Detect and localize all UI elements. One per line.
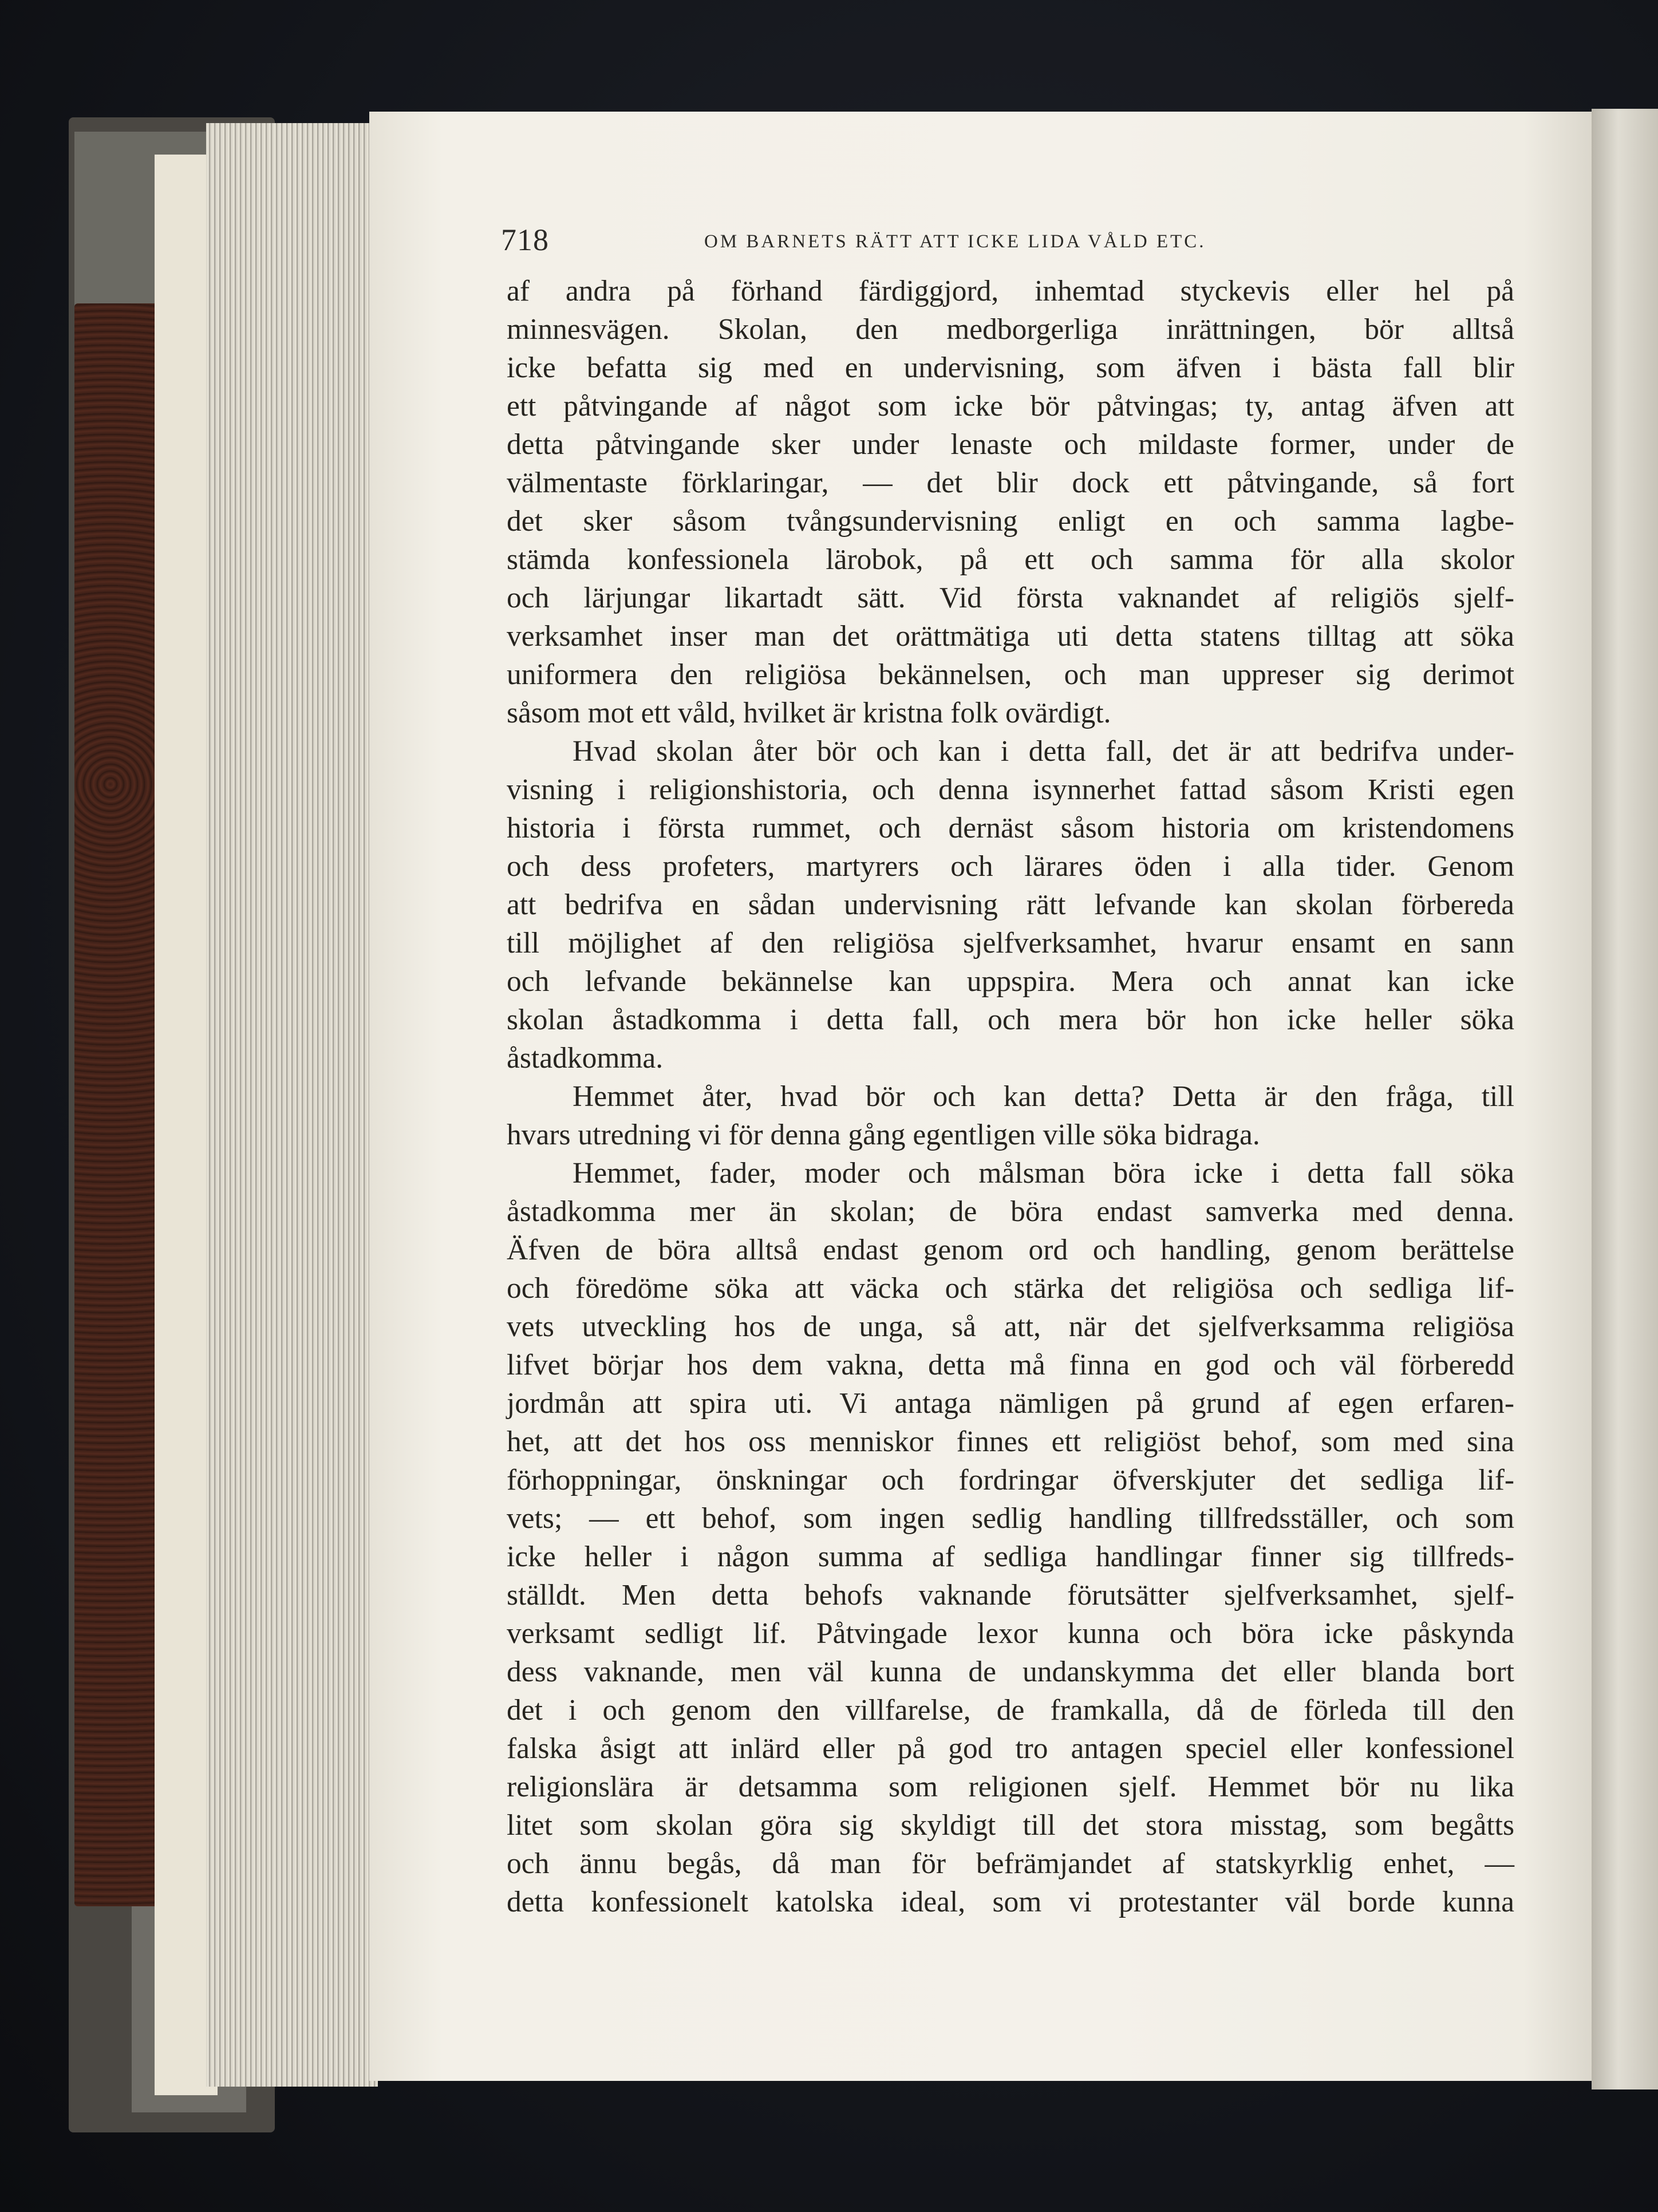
text-line: vets; — ett behof, som ingen sedlig handling tillfredsställer, och som — [507, 1502, 1514, 1535]
text-line: historia i första rummet, och dernäst såsom historia om kristendomens — [507, 812, 1514, 844]
text-line: Hemmet åter, hvad bör och kan detta? Detta är den fråga, till — [573, 1080, 1514, 1113]
text-line: verksamt sedligt lif. Påtvingade lexor kunna och böra icke påskynda — [507, 1617, 1514, 1650]
text-line: detta påtvingande sker under lenaste och mildaste former, under de — [507, 428, 1514, 461]
text-line: religionslära är detsamma som religionen sjelf. Hemmet bör nu lika — [507, 1771, 1514, 1803]
text-line: såsom mot ett våld, hvilket är kristna folk ovärdigt. — [507, 697, 1111, 729]
text-line: ställdt. Men detta behofs vaknande förutsätter sjelfverksamhet, sjelf- — [507, 1579, 1514, 1611]
text-line: åstadkomma. — [507, 1042, 664, 1075]
text-line: och föredöme söka att väcka och stärka det religiösa och sedliga lif- — [507, 1272, 1514, 1305]
page-edges — [206, 123, 378, 2087]
text-line: vets utveckling hos de unga, så att, när det sjelfverksamma religiösa — [507, 1310, 1514, 1343]
text-line: af andra på förhand färdiggjord, inhemtad styckevis eller hel på — [507, 275, 1514, 307]
text-line: Hemmet, fader, moder och målsman böra icke i detta fall söka — [573, 1157, 1514, 1190]
text-line: lifvet börjar hos dem vakna, detta må finna en god och väl förberedd — [507, 1349, 1514, 1381]
text-line: falska åsigt att inlärd eller på god tro antagen speciel eller konfessionel — [507, 1732, 1514, 1765]
text-line: icke heller i någon summa af sedliga handlingar finner sig tillfreds- — [507, 1540, 1514, 1573]
text-line: och lärjungar likartadt sätt. Vid första vaknandet af religiös sjelf- — [507, 582, 1514, 614]
text-line: åstadkomma mer än skolan; de böra endast samverka med denna. — [507, 1195, 1514, 1228]
text-line: att bedrifva en sådan undervisning rätt lefvande kan skolan förbereda — [507, 888, 1514, 921]
text-line: jordmån att spira uti. Vi antaga nämligen på grund af egen erfaren- — [507, 1387, 1514, 1420]
text-line: uniformera den religiösa bekännelsen, och man uppreser sig derimot — [507, 658, 1514, 691]
text-line: och dess profeters, martyrers och lärares öden i alla tider. Genom — [507, 850, 1514, 883]
gutter — [1592, 109, 1658, 2089]
text-line: till möjlighet af den religiösa sjelfverksamhet, hvarur ensamt en sann — [507, 927, 1514, 959]
text-line: Äfven de böra alltså endast genom ord och handling, genom berättelse — [507, 1234, 1514, 1266]
page-number: 718 — [501, 223, 549, 257]
text-line: hvars utredning vi för denna gång egentligen ville söka bidraga. — [507, 1119, 1260, 1151]
text-line: Hvad skolan åter bör och kan i detta fall, det är att bedrifva under- — [573, 735, 1514, 768]
text-line: det sker såsom tvångsundervisning enligt en och samma lagbe- — [507, 505, 1514, 538]
text-line: förhoppningar, önskningar och fordringar öfverskjuter det sedliga lif- — [507, 1464, 1514, 1496]
body-text — [507, 272, 1514, 1921]
text-line: het, att det hos oss menniskor finnes ett religiöst behof, som med sina — [507, 1425, 1514, 1458]
running-head — [501, 222, 1514, 262]
text-line: dess vaknande, men väl kunna de undanskymma det eller blanda bort — [507, 1656, 1514, 1688]
text-line: välmentaste förklaringar, — det blir dock ett påtvingande, så fort — [507, 467, 1514, 499]
text-line: detta konfessionelt katolska ideal, som vi protestanter väl borde kunna — [507, 1886, 1514, 1918]
text-line: skolan åstadkomma i detta fall, och mera bör hon icke heller söka — [507, 1004, 1514, 1036]
text-line: ett påtvingande af något som icke bör påtvingas; ty, antag äfven att — [507, 390, 1514, 422]
text-line: litet som skolan göra sig skyldigt till det stora misstag, som begåtts — [507, 1809, 1514, 1842]
text-line: verksamhet inser man det orättmätiga uti detta statens tilltag att söka — [507, 620, 1514, 653]
text-line: icke befatta sig med en undervisning, som äfven i bästa fall blir — [507, 351, 1514, 384]
text-line: och ännu begås, då man för befrämjandet af statskyrklig enhet, — — [507, 1847, 1514, 1880]
text-line: stämda konfessionela lärobok, på ett och samma för alla skolor — [507, 543, 1514, 576]
text-line: det i och genom den villfarelse, de framkalla, då de förleda till den — [507, 1694, 1514, 1727]
text-line: minnesvägen. Skolan, den medborgerliga inrättningen, bör alltså — [507, 313, 1514, 346]
chapter-title: OM BARNETS RÄTT ATT ICKE LIDA VÅLD ETC. — [704, 231, 1206, 252]
text-line: visning i religionshistoria, och denna isynnerhet fattad såsom Kristi egen — [507, 773, 1514, 806]
text-line: och lefvande bekännelse kan uppspira. Mera och annat kan icke — [507, 965, 1514, 998]
